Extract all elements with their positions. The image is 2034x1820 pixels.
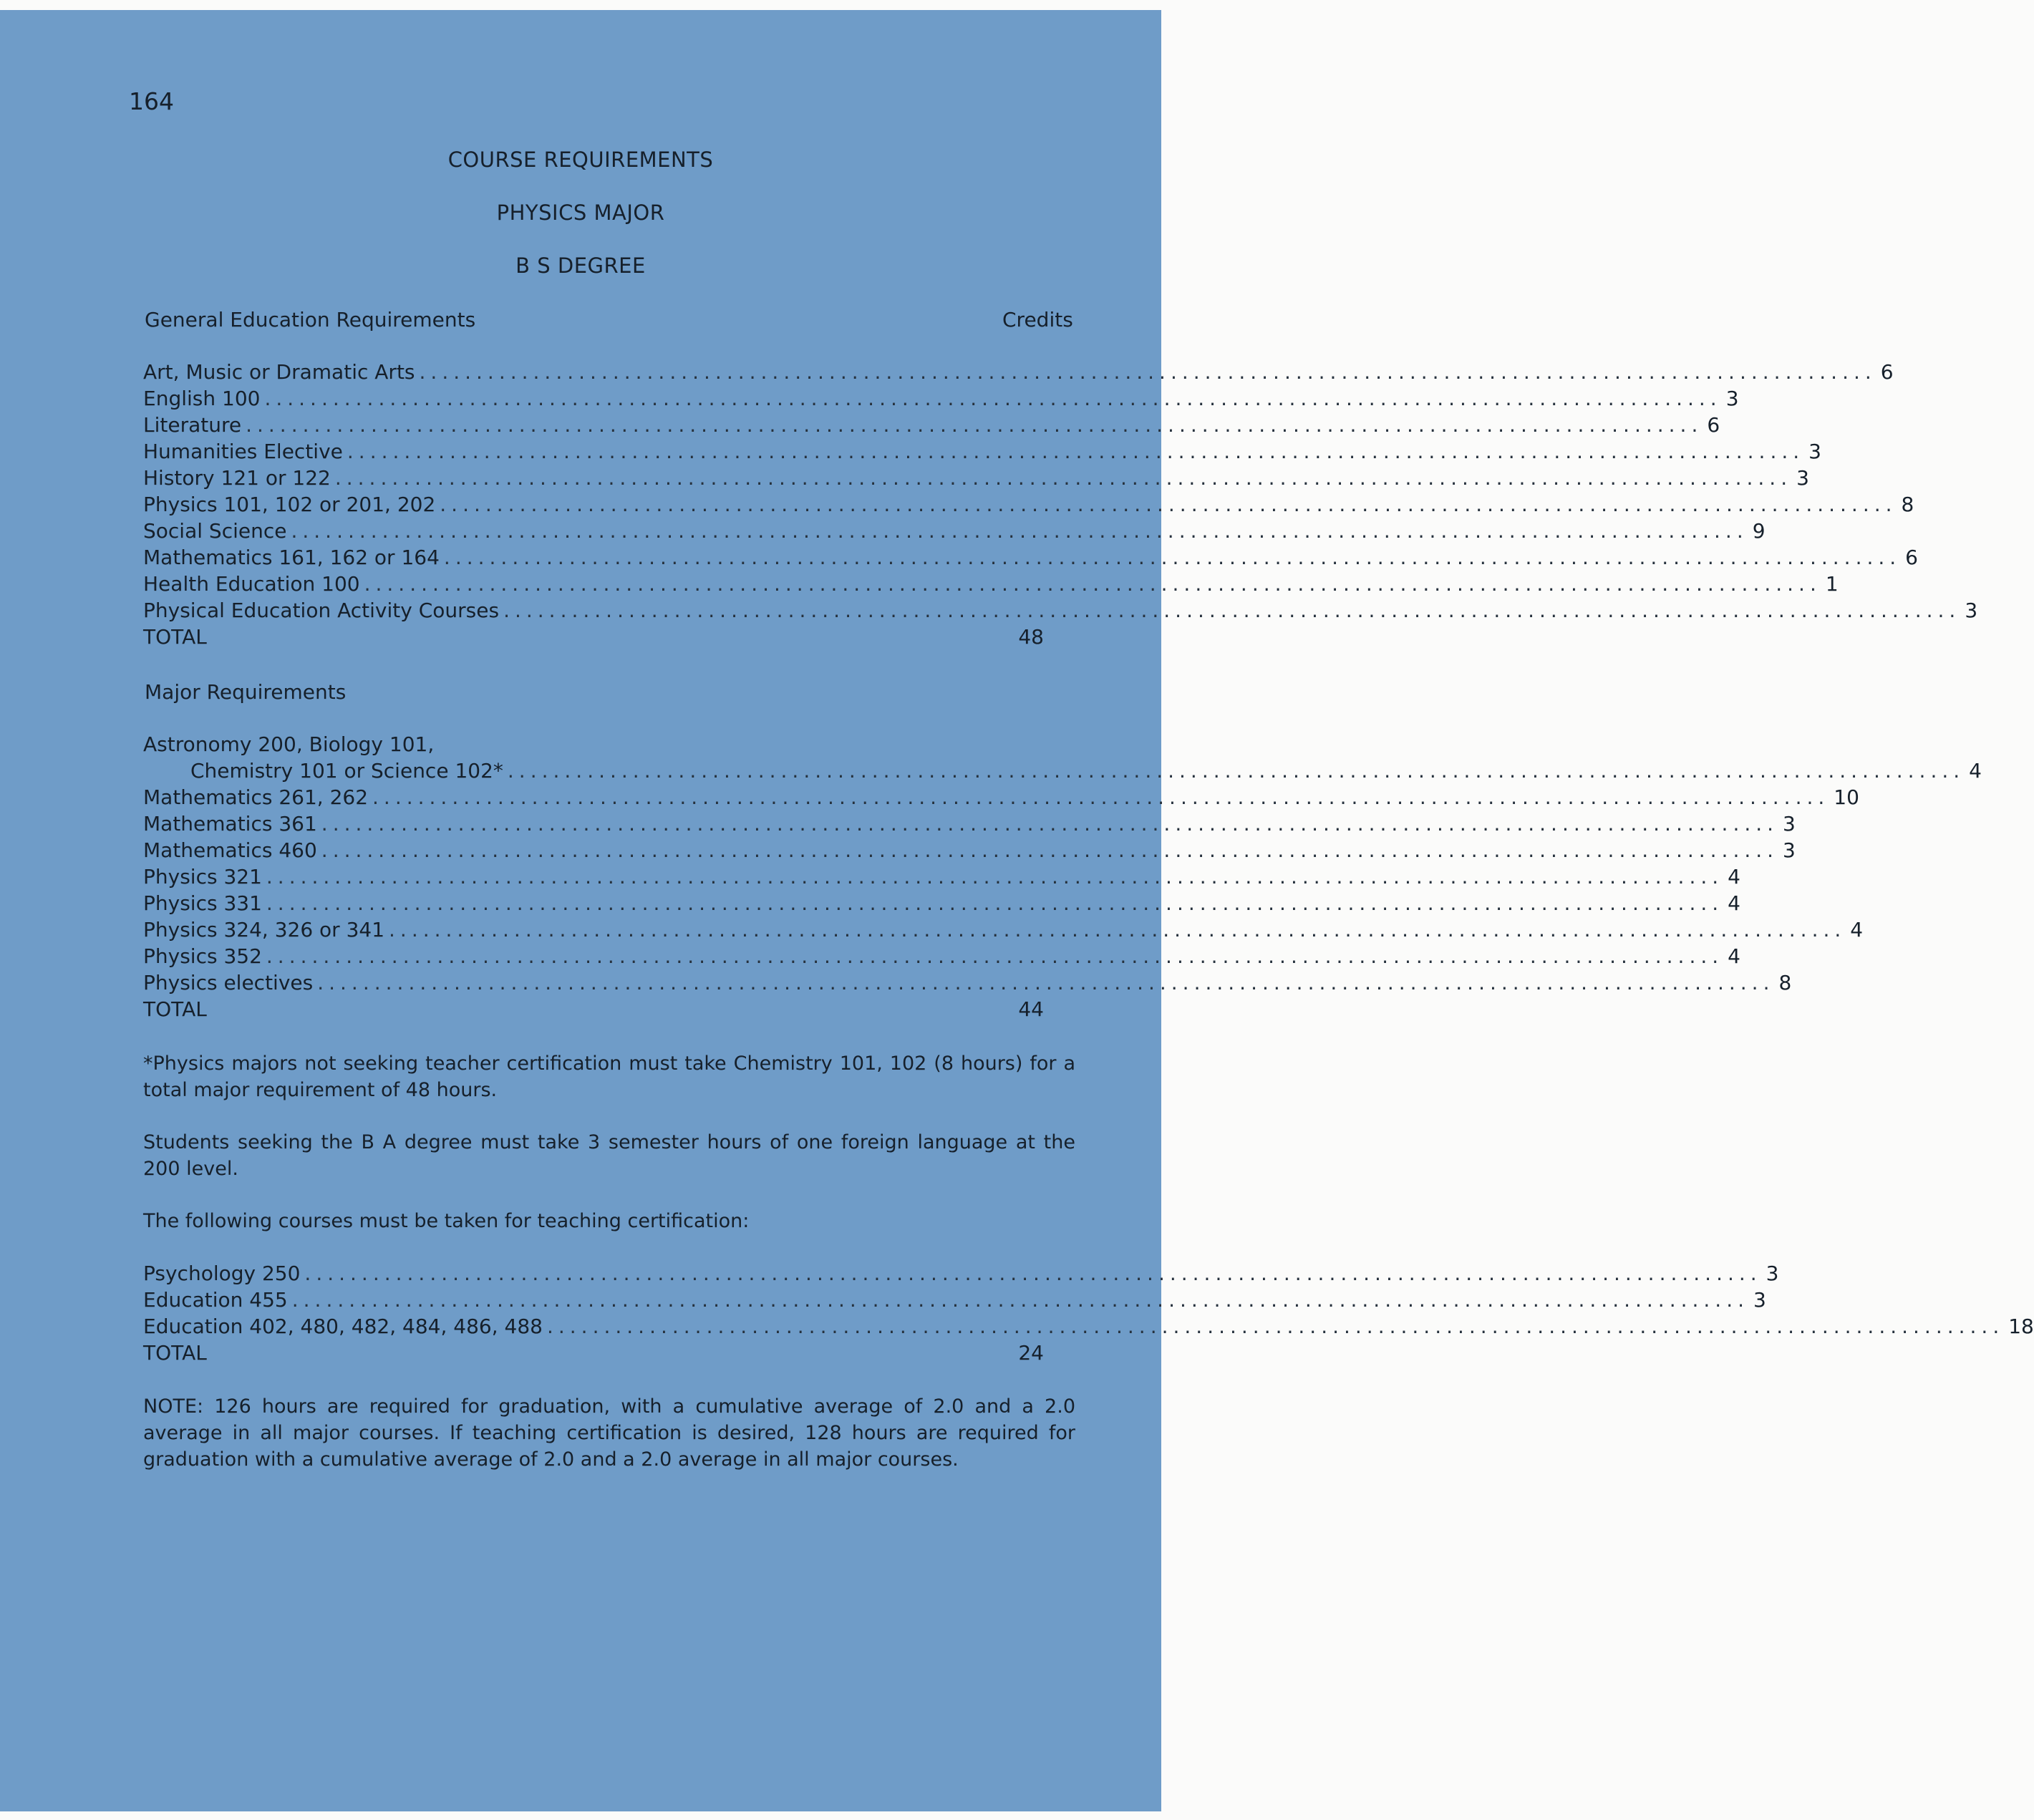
course-name: Physics 101, 102 or 201, 202 <box>143 493 436 516</box>
course-credits: 4 <box>1850 918 1864 942</box>
course-credits: 3 <box>1783 838 1796 862</box>
course-name: Literature <box>143 413 242 437</box>
course-credits: 3 <box>1796 466 1809 490</box>
course-name: Physics electives <box>143 971 314 994</box>
dot-leader: ................................................................................................................................ <box>443 546 1902 569</box>
footnote-paragraph: *Physics majors not seeking teacher certification must take Chemistry 101, 102 (8 hours) for a total major requirement of 48 hours. <box>143 1052 1075 1101</box>
course-name: Astronomy 200, Biology 101, <box>143 732 435 756</box>
total-value: 48 <box>1018 625 1044 649</box>
course-credits: 4 <box>1728 865 1740 889</box>
teaching-total-row <box>143 1340 1044 1366</box>
dot-leader: ................................................................................................................................ <box>334 466 1793 490</box>
dot-leader: ................................................................................................................................ <box>264 387 1722 410</box>
course-name: Mathematics 161, 162 or 164 <box>143 546 440 569</box>
major-row <box>143 785 1859 810</box>
general-row <box>143 598 1978 624</box>
course-credits: 8 <box>1778 971 1792 994</box>
general-row <box>143 386 1739 412</box>
course-credits: 8 <box>1901 493 1914 516</box>
dot-leader: ................................................................................................................................ <box>246 413 1703 437</box>
dot-leader: ................................................................................................................................ <box>503 599 1961 622</box>
course-credits: 4 <box>1728 944 1740 968</box>
general-row <box>143 465 1809 491</box>
dot-leader: ................................................................................................................................ <box>291 519 1748 543</box>
major-total-row <box>143 997 1044 1022</box>
teaching-row <box>143 1261 1779 1287</box>
dot-leader: ................................................................................................................................ <box>317 971 1775 994</box>
dot-leader: ................................................................................................................................ <box>507 759 1965 783</box>
course-name: Health Education 100 <box>143 572 360 596</box>
heading-physics-major: PHYSICS MAJOR <box>496 200 665 225</box>
course-credits: 3 <box>1753 1288 1766 1312</box>
major-row <box>143 970 1792 996</box>
course-credits: 9 <box>1752 519 1766 543</box>
teaching-row <box>143 1287 1766 1313</box>
catalog-page <box>0 10 2034 1811</box>
general-row <box>143 545 1918 571</box>
general-row <box>143 412 1720 438</box>
ba-degree-paragraph: Students seeking the B A degree must take 3 semester hours of one foreign language at the 200 level. <box>143 1131 1075 1180</box>
course-credits: 3 <box>1725 387 1739 410</box>
dot-leader: ................................................................................................................................ <box>364 572 1821 596</box>
dot-leader: ................................................................................................................................ <box>266 944 1724 968</box>
dot-leader: ................................................................................................................................ <box>372 785 1830 809</box>
course-credits: 6 <box>1905 546 1918 569</box>
general-row <box>143 359 1894 385</box>
course-name: Mathematics 361 <box>143 812 317 836</box>
course-name: Physics 331 <box>143 891 262 915</box>
course-credits: 3 <box>1783 812 1796 836</box>
course-credits: 1 <box>1825 572 1839 596</box>
course-name: Education 455 <box>143 1288 288 1312</box>
dot-leader: ................................................................................................................................ <box>440 493 1897 516</box>
course-name: Physics 321 <box>143 865 262 889</box>
dot-leader: ................................................................................................................................ <box>304 1262 1762 1285</box>
dot-leader: ................................................................................................................................ <box>321 838 1779 862</box>
general-row <box>143 571 1839 597</box>
course-name: Chemistry 101 or Science 102* <box>190 759 503 783</box>
course-name: Social Science <box>143 519 287 543</box>
total-label: TOTAL <box>143 997 207 1021</box>
dot-leader: ................................................................................................................................ <box>546 1315 2005 1338</box>
general-total-row <box>143 624 1044 650</box>
course-name: Physics 352 <box>143 944 262 968</box>
course-name: English 100 <box>143 387 261 410</box>
major-row <box>143 758 1982 784</box>
dot-leader: ................................................................................................................................ <box>389 918 1846 942</box>
major-row <box>143 891 1740 916</box>
course-name: Mathematics 460 <box>143 838 317 862</box>
general-education-label: General Education Requirements <box>145 308 476 331</box>
graduation-note: NOTE: 126 hours are required for graduation, with a cumulative average of 2.0 and a 2.0 average in all major courses. If teaching certification is desired, 128 hours are required for graduation with a cumulative average of 2.0 and a 2.0 average in all major courses. <box>143 1395 1075 1471</box>
course-credits: 3 <box>1808 440 1821 463</box>
course-credits: 3 <box>1965 599 1978 622</box>
course-name: Physical Education Activity Courses <box>143 599 500 622</box>
course-name: History 121 or 122 <box>143 466 331 490</box>
heading-degree: B S DEGREE <box>515 253 646 278</box>
major-row <box>143 838 1796 863</box>
course-name: Education 402, 480, 482, 484, 486, 488 <box>143 1315 543 1338</box>
general-row <box>143 492 1914 518</box>
teaching-row <box>143 1314 2034 1340</box>
total-value: 44 <box>1018 997 1044 1021</box>
course-name: Humanities Elective <box>143 440 343 463</box>
course-credits: 6 <box>1707 413 1720 437</box>
dot-leader: ................................................................................................................................ <box>266 891 1724 915</box>
major-row <box>143 864 1740 890</box>
teaching-intro: The following courses must be taken for teaching certification: <box>143 1210 750 1232</box>
general-row <box>143 439 1821 465</box>
course-credits: 10 <box>1834 785 1859 809</box>
major-row <box>143 811 1796 837</box>
total-label: TOTAL <box>143 625 207 649</box>
total-label: TOTAL <box>143 1341 207 1365</box>
course-credits: 6 <box>1880 360 1894 384</box>
dot-leader: ................................................................................................................................ <box>419 360 1876 384</box>
major-row <box>143 732 1044 757</box>
dot-leader: ................................................................................................................................ <box>347 440 1805 463</box>
course-name: Physics 324, 326 or 341 <box>143 918 385 942</box>
course-credits: 4 <box>1728 891 1740 915</box>
major-row <box>143 944 1740 969</box>
course-name: Mathematics 261, 262 <box>143 785 369 809</box>
course-name: Art, Music or Dramatic Arts <box>143 360 415 384</box>
heading-course-requirements: COURSE REQUIREMENTS <box>447 147 714 172</box>
page-number: 164 <box>129 87 174 115</box>
general-row <box>143 518 1766 544</box>
dot-leader: ................................................................................................................................ <box>266 865 1724 889</box>
total-value: 24 <box>1018 1341 1044 1365</box>
course-credits: 3 <box>1766 1262 1779 1285</box>
major-row <box>143 917 1864 943</box>
major-requirements-label: Major Requirements <box>145 680 347 704</box>
dot-leader: ................................................................................................................................ <box>291 1288 1749 1312</box>
course-credits: 18 <box>2008 1315 2034 1338</box>
course-name: Psychology 250 <box>143 1262 301 1285</box>
course-credits: 4 <box>1969 759 1982 783</box>
credits-column-label: Credits <box>1002 308 1073 331</box>
dot-leader: ................................................................................................................................ <box>321 812 1779 836</box>
